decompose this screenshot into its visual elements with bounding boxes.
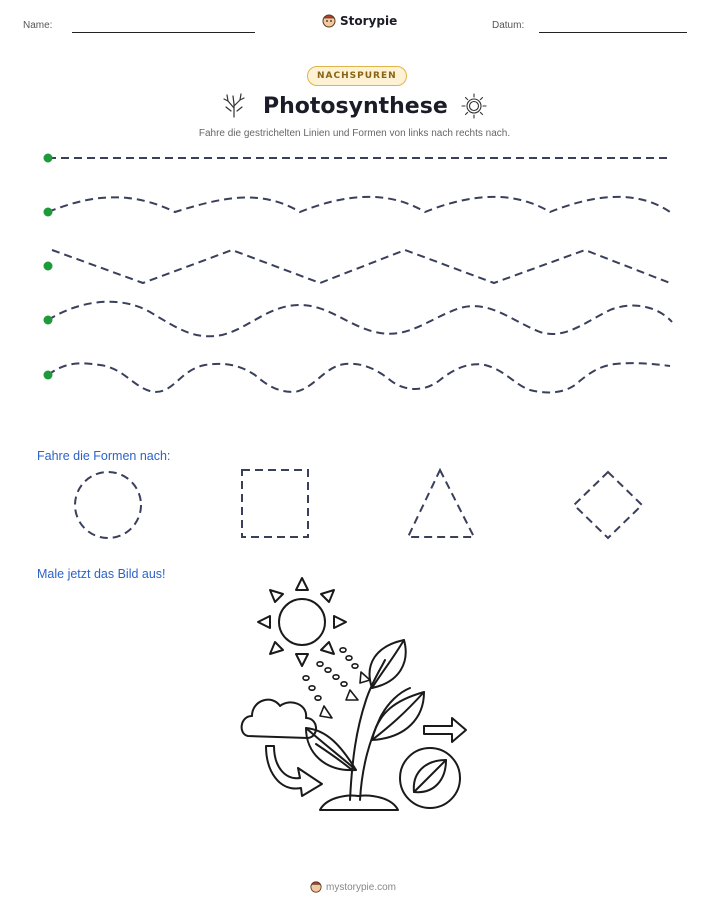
storypie-logo-icon [310,880,322,894]
footer-url[interactable]: mystorypie.com [326,881,397,893]
photosynthesis-illustration[interactable] [240,574,480,820]
start-dot [44,208,53,217]
trace-line-wave [48,302,672,337]
light-beams [303,648,370,718]
trace-circle [75,472,141,538]
trace-line-zigzag [52,250,670,283]
plant-ground [320,796,398,810]
sun-rays [258,578,346,666]
tracing-lines[interactable] [0,0,709,420]
footer [310,880,396,894]
sun-body [279,599,325,645]
start-dot [44,262,53,271]
brand-name: Storypie [340,14,398,28]
name-label: Name: [23,20,53,31]
trace-line-wave-soft [48,197,670,212]
cloud [242,700,316,738]
shapes-heading: Fahre die Formen nach: [37,449,171,463]
instruction-text: Fahre die gestrichelten Linien und Formen von links nach rechts nach. [198,128,511,139]
leaf-badge-circle [400,748,460,808]
coloring-heading: Male jetzt das Bild aus! [37,567,166,581]
start-dot [44,316,53,325]
page-title: Photosynthese [263,94,448,119]
start-dot [44,371,53,380]
tracing-shapes[interactable] [0,460,709,550]
start-dot [44,154,53,163]
activity-badge: NACHSPUREN [307,66,407,86]
trace-square [242,470,308,537]
date-label: Datum: [492,20,525,31]
trace-line-bumps [48,363,670,392]
output-arrow [424,718,466,742]
trace-diamond [574,472,642,538]
trace-triangle [408,470,474,537]
